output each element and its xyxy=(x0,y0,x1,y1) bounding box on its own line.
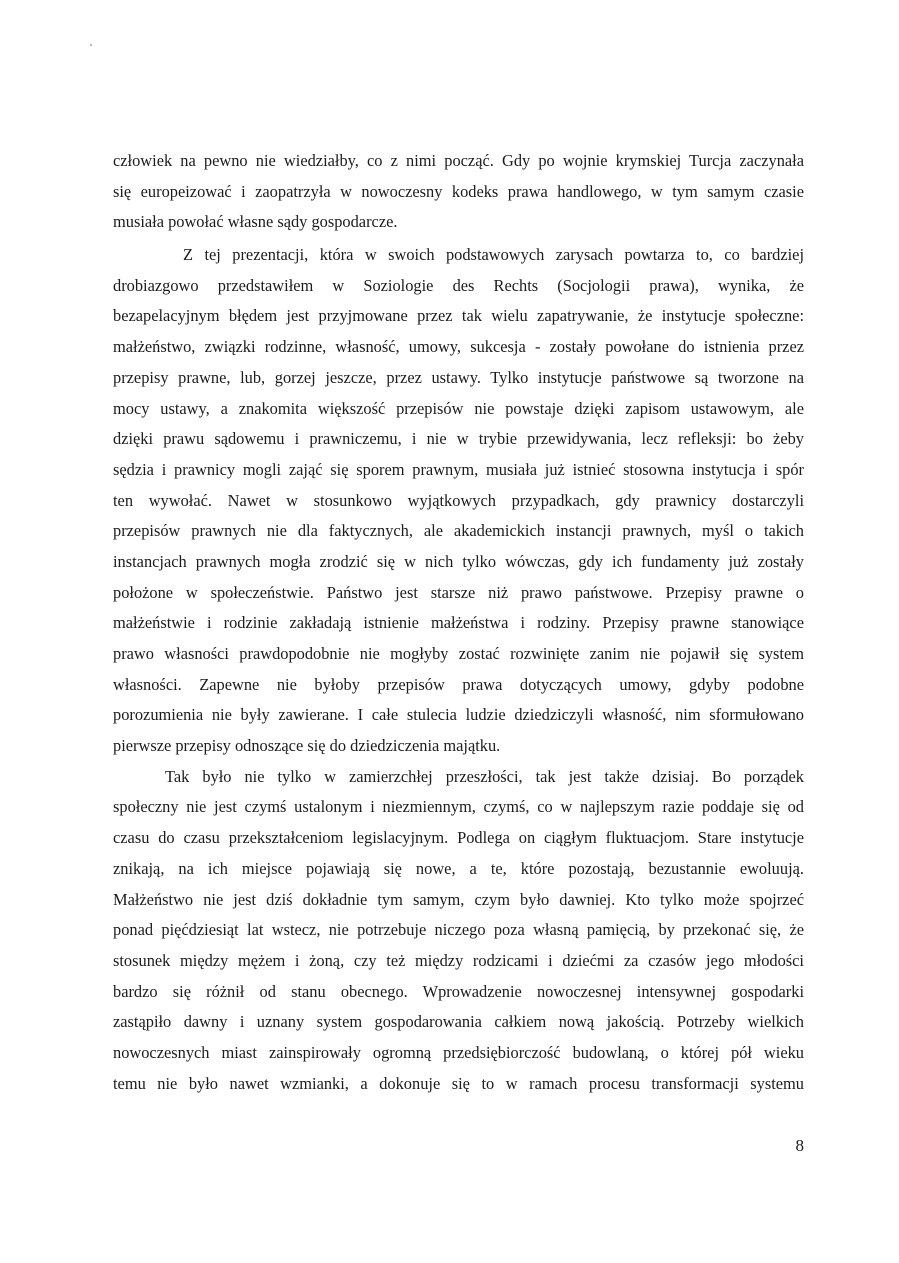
text-line: prawo własności prawdopodobnie nie mogłyby zostać rozwinięte zanim nie pojawił się system xyxy=(113,644,804,663)
scan-speck xyxy=(90,44,92,46)
text-line: ponad pięćdziesiąt lat wstecz, nie potrzebuje niczego poza własną pamięcią, by przekonać się, że xyxy=(113,920,804,940)
text-line: sędzia i prawnicy mogli zająć się sporem prawnym, musiała już istnieć stosowna instytucja i spór xyxy=(113,459,804,479)
page-number: 8 xyxy=(795,1136,804,1155)
text-line: Małżeństwo nie jest dziś dokładnie tym samym, czym było dawniej. Kto tylko może spojrzeć xyxy=(113,889,804,909)
text-line: zastąpiło dawny i uznany system gospodarowania całkiem nową jakością. Potrzeby wielkich xyxy=(113,1012,804,1032)
text-line: przepisy prawne, lub, gorzej jeszcze, przez ustawy. Tylko instytucje państwowe są tworzone na xyxy=(113,367,804,387)
text-line: musiała powołać własne sądy gospodarcze. xyxy=(113,212,398,232)
text-line: mocy ustawy, a znakomita większość przepisów nie powstaje dzięki zapisom ustawowym, ale xyxy=(113,398,804,418)
text-line: nowoczesnych miast zainspirowały ogromną przedsiębiorczość budowlaną, o której pół wieku xyxy=(113,1042,804,1062)
text-line: położone w społeczeństwie. Państwo jest starsze niż prawo państwowe. Przepisy prawne o xyxy=(113,582,804,602)
text-line: pierwsze przepisy odnoszące się do dziedziczenia majątku. xyxy=(113,736,501,756)
text-line: bezapelacyjnym błędem jest przyjmowane przez tak wielu zapatrywanie, że instytucje społeczne: xyxy=(113,306,804,326)
text-line: się europeizować i zaopatrzyła w nowoczesny kodeks prawa handlowego, w tym samym czasie xyxy=(113,181,804,201)
text-line: człowiek na pewno nie wiedziałby, co z nimi począć. Gdy po wojnie krymskiej Turcja zaczynała xyxy=(113,151,804,170)
text-line: czasu do czasu przekształceniom legislacyjnym. Podlega on ciągłym fluktuacjom. Stare instytucje xyxy=(113,828,804,848)
text-line: małżeństwie i rodzinie zakładają istnienie małżeństwa i rodziny. Przepisy prawne stanowiące xyxy=(113,613,804,633)
text-line: instancjach prawnych mogła zrodzić się w nich tylko wówczas, gdy ich fundamenty już zostały xyxy=(113,551,804,571)
paragraph-first-line: Z tej prezentacji, która w swoich podstawowych zarysach powtarza to, co bardziej xyxy=(183,245,804,265)
text-line: małżeństwo, związki rodzinne, własność, umowy, sukcesja - zostały powołane do istnienia przez xyxy=(113,337,804,357)
paragraph-first-line: Tak było nie tylko w zamierzchłej przeszłości, tak jest także dzisiaj. Bo porządek xyxy=(165,766,804,786)
text-line: ten wywołać. Nawet w stosunkowo wyjątkowych przypadkach, gdy prawnicy dostarczyli xyxy=(113,490,804,510)
text-line: porozumienia nie były zawierane. I całe stulecia ludzie dziedziczyli własność, nim sformułowano xyxy=(113,705,804,725)
text-line: bardzo się różnił od stanu obecnego. Wprowadzenie nowoczesnej intensywnej gospodarki xyxy=(113,981,804,1001)
text-line: przepisów prawnych nie dla faktycznych, ale akademickich instancji prawnych, myśl o takich xyxy=(113,521,804,541)
text-line: stosunek między mężem i żoną, czy też między rodzicami i dziećmi za czasów jego młodości xyxy=(113,950,804,970)
text-line: znikają, na ich miejsce pojawiają się nowe, a te, które pozostają, bezustannie ewoluują. xyxy=(113,858,804,878)
text-line: drobiazgowo przedstawiłem w Soziologie des Rechts (Socjologii prawa), wynika, że xyxy=(113,275,804,295)
text-line: temu nie było nawet wzmianki, a dokonuje się to w ramach procesu transformacji systemu xyxy=(113,1073,804,1093)
text-line: dzięki prawu sądowemu i prawniczemu, i nie w trybie przewidywania, lecz refleksji: bo żeby xyxy=(113,429,804,449)
text-line: społeczny nie jest czymś ustalonym i niezmiennym, czymś, co w najlepszym razie poddaje się od xyxy=(113,797,804,817)
text-line: własności. Zapewne nie byłoby przepisów prawa dotyczących umowy, gdyby podobne xyxy=(113,674,804,694)
body-text xyxy=(113,146,804,1099)
